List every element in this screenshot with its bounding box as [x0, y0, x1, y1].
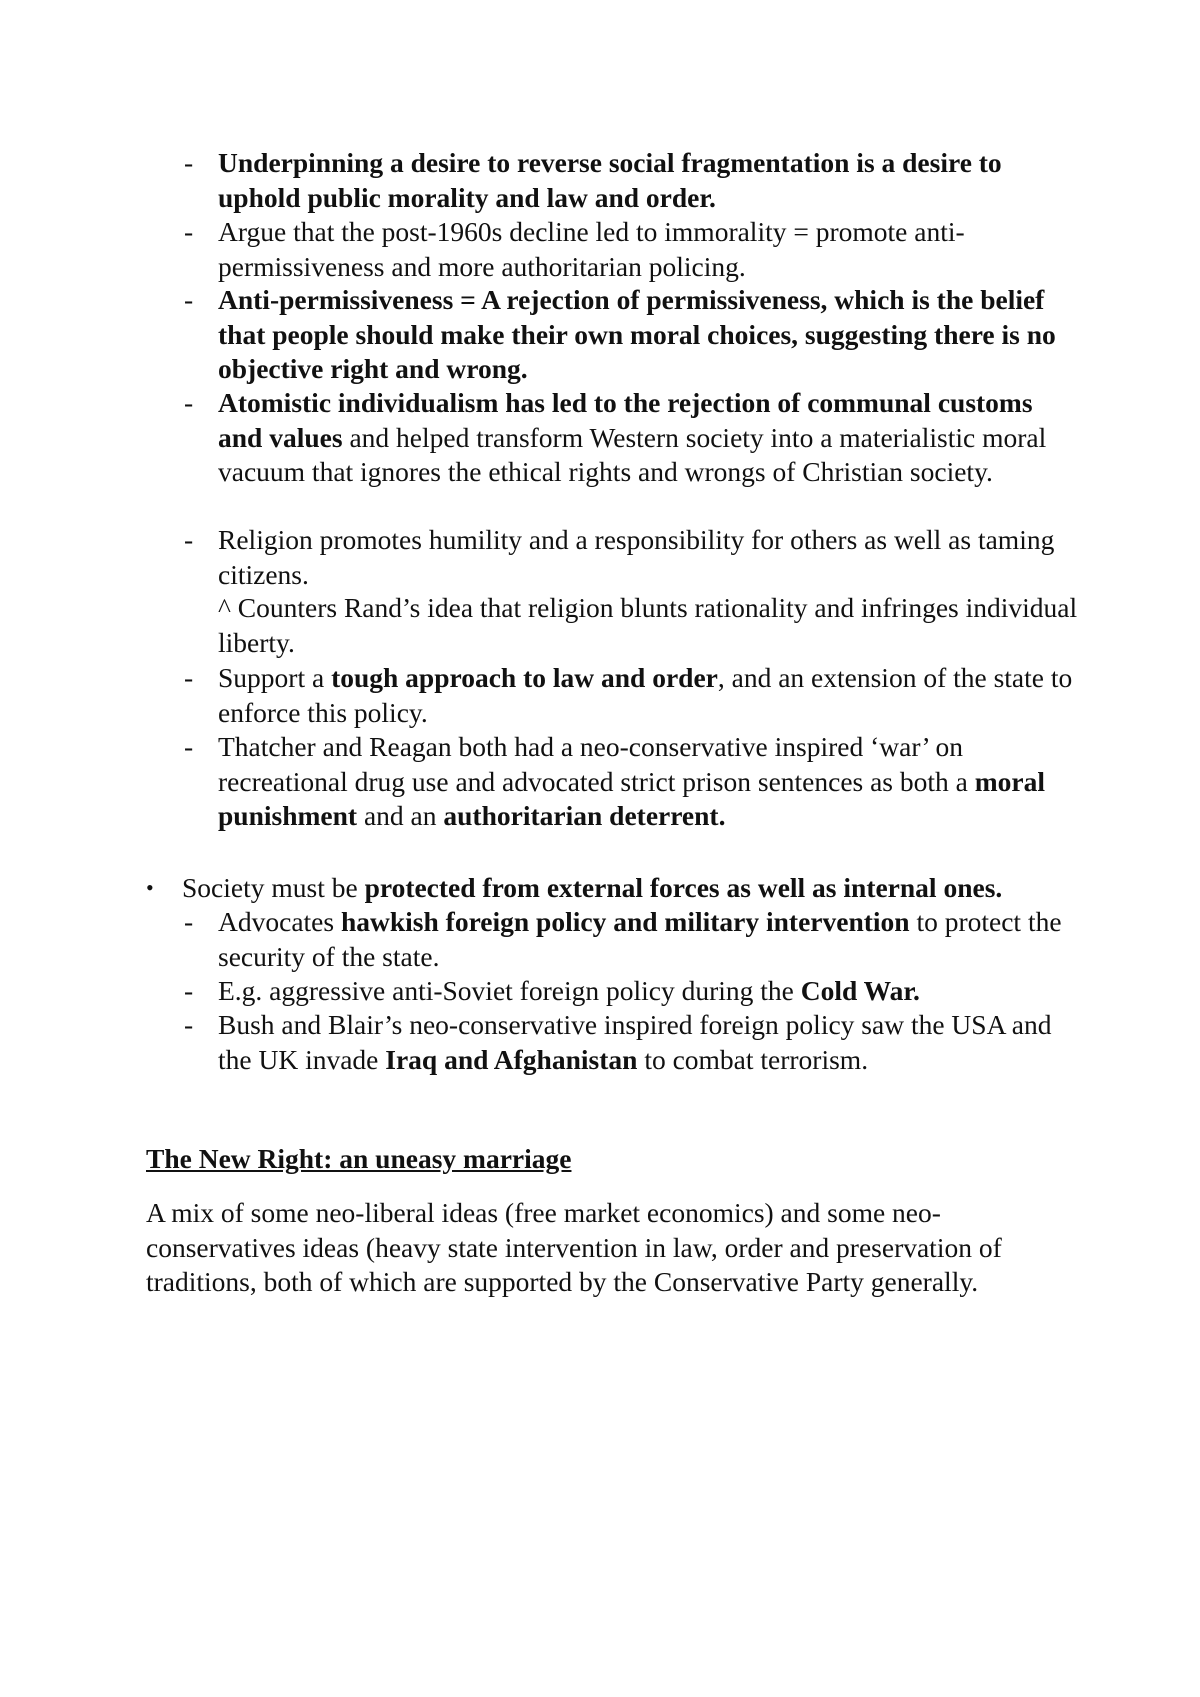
list-item-text: [218, 284, 1056, 384]
list-item: [184, 283, 1078, 387]
bullet-item: [146, 871, 1082, 906]
text-segment: Argue that the post-1960s decline led to immorality = promote anti-permissiveness and more authoritarian policing.: [218, 216, 965, 282]
bold-text-segment: Atomistic individualism has led to the rejection of communal customs and values: [218, 387, 1033, 453]
bold-text-segment: moral punishment: [218, 765, 1045, 831]
text-segment: and helped transform Western society into a materialistic moral vacuum that ignores the ethical rights and wrongs of Christian society.: [218, 421, 1047, 487]
list-item: [184, 905, 1078, 974]
section-heading: The New Right: an uneasy marriage: [146, 1143, 572, 1174]
caret-note: ^ Counters Rand’s idea that religion blunts rationality and infringes individual liberty.: [218, 592, 1078, 658]
bold-text-segment: hawkish foreign policy and military intervention: [340, 906, 910, 937]
list-item-text: [218, 147, 1002, 213]
dash-marker: -: [184, 1009, 194, 1040]
bold-text-segment: Underpinning a desire to reverse social fragmentation is a desire to uphold public morality and law and order.: [218, 147, 1002, 213]
bullet-item-text: [182, 872, 1002, 903]
list-item-text: [218, 662, 1072, 728]
list-item-text: [218, 1009, 1052, 1075]
list-item-text: [218, 387, 1046, 487]
text-segment: Bush and Blair’s neo-conservative inspired foreign policy saw the USA and the UK invade: [218, 1009, 1052, 1075]
bold-text-segment: Iraq and Afghanistan: [385, 1043, 638, 1075]
list-item: [184, 386, 1078, 490]
list-item: [184, 215, 1078, 284]
list-item-text: [218, 906, 1062, 972]
bold-text-segment: protected from external forces as well as internal ones.: [364, 872, 1003, 903]
dash-marker: -: [184, 147, 194, 178]
dash-marker: -: [184, 906, 194, 937]
bold-text-segment: tough approach to law and order: [331, 662, 718, 693]
text-segment: Support a: [218, 662, 332, 693]
body-paragraph: A mix of some neo-liberal ideas (free market economics) and some neo-conservatives ideas (heavy state intervention in law, order and preservation of traditions, both of which are supported by the Conservative Party generally.: [146, 1197, 1002, 1297]
list-item: [184, 146, 1078, 215]
list-item: [184, 730, 1078, 834]
text-segment: Thatcher and Reagan both had a neo-conservative inspired ‘war’ on recreational drug use and advocated strict prison sentences as both a: [218, 731, 975, 797]
bold-text-segment: Cold War.: [800, 975, 920, 1006]
list-item-text: [218, 216, 965, 282]
dash-marker: -: [184, 524, 194, 555]
bullet-marker: •: [146, 875, 154, 900]
dash-marker: -: [184, 975, 194, 1006]
list-item-text: [218, 524, 1054, 590]
text-segment: and an: [357, 800, 444, 831]
list-item: [184, 661, 1078, 730]
list-item: [184, 1008, 1078, 1077]
bold-text-segment: authoritarian deterrent.: [443, 800, 726, 831]
dash-marker: -: [184, 662, 194, 693]
dash-marker: -: [184, 284, 194, 315]
text-segment: Society must be: [182, 872, 365, 903]
list-item: [184, 523, 1078, 592]
text-segment: to combat terrorism.: [637, 1043, 869, 1075]
dash-marker: -: [184, 387, 194, 418]
dash-marker: -: [184, 216, 194, 247]
dash-marker: -: [184, 731, 194, 762]
text-segment: E.g. aggressive anti-Soviet foreign policy during the: [218, 975, 801, 1006]
text-segment: , and an extension of the state to enforce this policy.: [218, 662, 1073, 728]
list-item-text: [218, 975, 920, 1006]
list-item: [184, 974, 1078, 1009]
text-segment: Religion promotes humility and a responsibility for others as well as taming citizens.: [218, 524, 1055, 590]
bold-text-segment: Anti-permissiveness = A rejection of permissiveness, which is the belief that people should make their own moral choices, suggesting there is no objective right and wrong.: [218, 284, 1056, 384]
text-segment: Advocates: [218, 906, 341, 937]
text-segment: to protect the security of the state.: [218, 906, 1062, 972]
list-item-text: [218, 731, 1045, 831]
